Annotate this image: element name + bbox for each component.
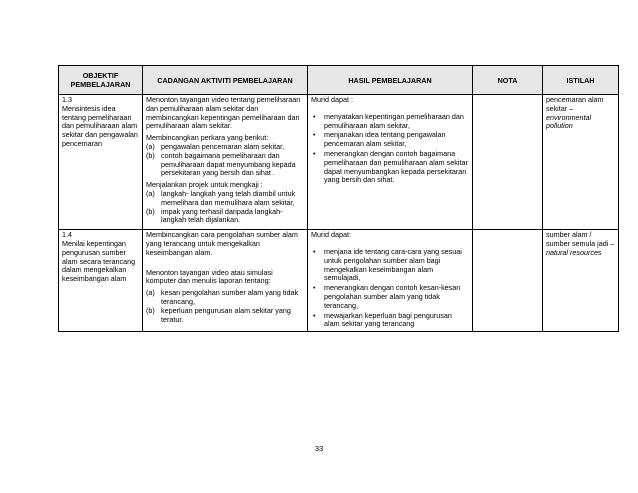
- istilah-term: sumber alam / sumber semula jadi –: [546, 230, 615, 248]
- table-header-row: [59, 66, 619, 95]
- outcome-item: • menjanakan idea tentang pengawalan pencemaran alam sekitar,: [311, 131, 469, 149]
- nota-cell: [473, 95, 543, 230]
- activity-paragraph: Membincangkan perkara yang berikut:: [146, 133, 269, 143]
- header-objektif: OBJEKTIF PEMBELAJARAN: [59, 66, 143, 95]
- list-item: [146, 289, 304, 307]
- nota-cell: [473, 230, 543, 332]
- outcome-list: [311, 113, 469, 185]
- table-row: [59, 95, 619, 230]
- list-label: (b): [146, 150, 155, 160]
- list-text: kesan pengolahan sumber alam yang tidak terancang,: [161, 288, 299, 306]
- objective-number: 1.3: [62, 95, 72, 104]
- list-text: impak yang terhasil daripada langkah-langkah telah dijalankan.: [161, 206, 283, 225]
- list-text: pengawalan pencemaran alam sekitar,: [161, 141, 285, 151]
- list-item: [146, 190, 304, 208]
- istilah-cell: [543, 95, 619, 230]
- objective-text: Menilai kepentingan pengurusan sumber alam secara terancang dalam mengekalkan keseimbangan alam: [62, 238, 136, 284]
- header-hasil: HASIL PEMBELAJARAN: [308, 66, 473, 95]
- activity-list: [146, 289, 304, 324]
- istilah-translation: natural resources: [546, 247, 602, 257]
- header-istilah: ISTILAH: [543, 66, 619, 95]
- list-label: (a): [146, 188, 155, 198]
- activity-list: [146, 190, 304, 225]
- outcome-item: • menerangkan dengan contoh kesan-kesan pengolahan sumber alam yang tidak terancang,: [311, 284, 469, 310]
- outcome-item: • menerangkan dengan contoh bagaimana pemeliharaan dan pemuliharaan alam sekitar dapat menyumbangkan kepada persekitaran yang bersih dan sihat.: [311, 150, 469, 185]
- list-label: (b): [146, 305, 155, 315]
- list-label: (a): [146, 288, 155, 298]
- activity-paragraph: Membincangkan cara pengolahan sumber alam yang terancang untuk mengekalkan keseimbangan alam.: [146, 230, 298, 257]
- istilah-translation: environmental pollution: [546, 112, 592, 131]
- istilah-term: pencemaran alam sekitar –: [546, 95, 604, 113]
- objective-text: Mensintesis idea tentang pemeliharaan dan pemuliharaan alam sekitar dan pengawalan pencemaran: [62, 103, 138, 148]
- activity-paragraph: Menjalankan projek untuk mengkaji :: [146, 180, 263, 190]
- list-text: langkah- langkah yang telah diambil untuk memelihara dan memulihara alam sekitar,: [161, 188, 296, 207]
- list-text: keperluan pengurusan alam sekitar yang teratur.: [161, 305, 291, 324]
- list-item: [146, 152, 304, 178]
- outcome-item: • mewajarkan keperluan bagi pengurusan alam sekitar yang terancang: [311, 312, 469, 330]
- outcome-item: • menyatakan kepentingan pemeliharaan dan pemuliharaan alam sekitar,: [311, 113, 469, 131]
- objective-cell: [59, 95, 143, 230]
- page-number: 33: [314, 444, 324, 453]
- header-cadangan: CADANGAN AKTIVITI PEMBELAJARAN: [143, 66, 308, 95]
- activity-paragraph: Menonton tayangan video atau simulasi komputer dan menulis laporan tentang:: [146, 267, 273, 286]
- activity-list: [146, 143, 304, 178]
- header-nota: NOTA: [473, 66, 543, 95]
- activity-cell: [143, 95, 308, 230]
- objective-cell: [59, 230, 143, 332]
- outcome-cell: [308, 230, 473, 332]
- list-item: [146, 307, 304, 325]
- objective-number: 1.4: [62, 230, 72, 240]
- list-label: (a): [146, 141, 155, 151]
- table-row: [59, 230, 619, 332]
- outcome-intro: Murid dapat:: [311, 230, 351, 240]
- list-label: (b): [146, 206, 155, 216]
- outcome-intro: Murid dapat :: [311, 95, 353, 104]
- activity-cell: [143, 230, 308, 332]
- activity-paragraph: Menonton tayangan video tentang pemeliharaan dan pemuliharaan alam sekitar dan membincangkan kepentingan pemeliharaan dan pemuliharaan alam sekitar.: [146, 95, 301, 131]
- outcome-item: • menjana ide tentang cara-cara yang sesuai untuk pengolahan sumber alam bagi mengekalkan keseimbangan alam semulajadi,: [311, 248, 469, 283]
- list-text: contoh bagaimana pemeliharaan dan pemuliharaan dapat menyumbang kepada persekitaran yang bersih dan sihat .: [161, 150, 296, 178]
- outcome-list: [311, 248, 469, 329]
- outcome-cell: [308, 95, 473, 230]
- istilah-cell: [543, 230, 619, 332]
- list-item: [146, 208, 304, 226]
- curriculum-table: [58, 65, 619, 332]
